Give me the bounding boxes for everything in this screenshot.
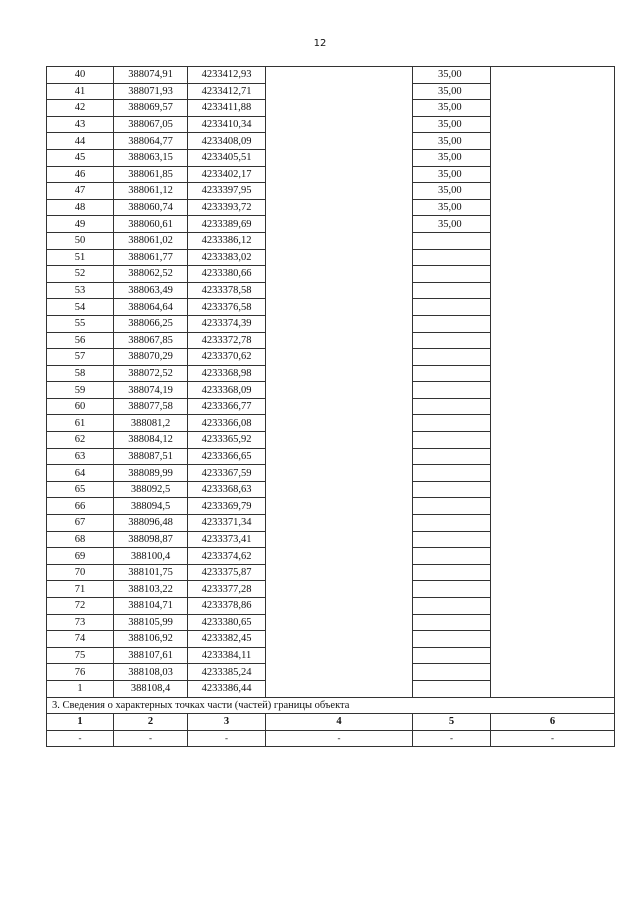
accuracy-value [413, 515, 491, 532]
x-coordinate: 388089,99 [114, 465, 188, 482]
accuracy-value [413, 598, 491, 615]
x-coordinate: 388063,49 [114, 282, 188, 299]
accuracy-value [413, 614, 491, 631]
accuracy-value: 35,00 [413, 133, 491, 150]
y-coordinate: 4233368,63 [188, 481, 266, 498]
accuracy-value: 35,00 [413, 183, 491, 200]
x-coordinate: 388066,25 [114, 315, 188, 332]
y-coordinate: 4233366,08 [188, 415, 266, 432]
section3-title: 3. Сведения о характерных точках части (частей) границы объекта [47, 697, 615, 714]
y-coordinate: 4233385,24 [188, 664, 266, 681]
y-coordinate: 4233405,51 [188, 149, 266, 166]
y-coordinate: 4233412,93 [188, 67, 266, 84]
point-number: 47 [47, 183, 114, 200]
x-coordinate: 388098,87 [114, 531, 188, 548]
y-coordinate: 4233372,78 [188, 332, 266, 349]
accuracy-value [413, 299, 491, 316]
section3-value-cell: - [47, 730, 114, 746]
point-number: 51 [47, 249, 114, 266]
section3-header-cell: 3 [188, 714, 266, 731]
x-coordinate: 388105,99 [114, 614, 188, 631]
section3-header-cell: 4 [266, 714, 413, 731]
y-coordinate: 4233367,59 [188, 465, 266, 482]
y-coordinate: 4233366,65 [188, 448, 266, 465]
page-number: 12 [313, 38, 327, 49]
y-coordinate: 4233366,77 [188, 398, 266, 415]
y-coordinate: 4233402,17 [188, 166, 266, 183]
point-number: 42 [47, 100, 114, 117]
accuracy-value [413, 581, 491, 598]
point-number: 48 [47, 199, 114, 216]
x-coordinate: 388108,4 [114, 680, 188, 697]
point-number: 58 [47, 365, 114, 382]
section3-value-cell: - [491, 730, 615, 746]
point-number: 53 [47, 282, 114, 299]
point-number: 62 [47, 432, 114, 449]
x-coordinate: 388070,29 [114, 349, 188, 366]
x-coordinate: 388074,19 [114, 382, 188, 399]
y-coordinate: 4233365,92 [188, 432, 266, 449]
x-coordinate: 388064,64 [114, 299, 188, 316]
accuracy-value [413, 398, 491, 415]
point-number: 55 [47, 315, 114, 332]
section3-header-cell: 1 [47, 714, 114, 731]
x-coordinate: 388067,85 [114, 332, 188, 349]
point-number: 70 [47, 564, 114, 581]
x-coordinate: 388101,75 [114, 564, 188, 581]
y-coordinate: 4233410,34 [188, 116, 266, 133]
x-coordinate: 388060,61 [114, 216, 188, 233]
point-number: 64 [47, 465, 114, 482]
x-coordinate: 388060,74 [114, 199, 188, 216]
x-coordinate: 388074,91 [114, 67, 188, 84]
x-coordinate: 388092,5 [114, 481, 188, 498]
point-number: 66 [47, 498, 114, 515]
x-coordinate: 388063,15 [114, 149, 188, 166]
point-number: 67 [47, 515, 114, 532]
y-coordinate: 4233375,87 [188, 564, 266, 581]
empty-column-4 [266, 67, 413, 698]
x-coordinate: 388062,52 [114, 266, 188, 283]
accuracy-value [413, 332, 491, 349]
point-number: 54 [47, 299, 114, 316]
y-coordinate: 4233411,88 [188, 100, 266, 117]
x-coordinate: 388081,2 [114, 415, 188, 432]
x-coordinate: 388106,92 [114, 631, 188, 648]
y-coordinate: 4233380,66 [188, 266, 266, 283]
y-coordinate: 4233382,45 [188, 631, 266, 648]
coordinates-table [46, 66, 615, 747]
x-coordinate: 388100,4 [114, 548, 188, 565]
y-coordinate: 4233389,69 [188, 216, 266, 233]
point-number: 61 [47, 415, 114, 432]
accuracy-value: 35,00 [413, 116, 491, 133]
accuracy-value [413, 631, 491, 648]
y-coordinate: 4233369,79 [188, 498, 266, 515]
accuracy-value [413, 365, 491, 382]
point-number: 52 [47, 266, 114, 283]
accuracy-value [413, 382, 491, 399]
accuracy-value [413, 564, 491, 581]
accuracy-value: 35,00 [413, 83, 491, 100]
accuracy-value: 35,00 [413, 216, 491, 233]
y-coordinate: 4233378,86 [188, 598, 266, 615]
accuracy-value [413, 498, 491, 515]
y-coordinate: 4233373,41 [188, 531, 266, 548]
point-number: 59 [47, 382, 114, 399]
accuracy-value [413, 349, 491, 366]
accuracy-value [413, 680, 491, 697]
accuracy-value [413, 232, 491, 249]
section3-value-cell: - [413, 730, 491, 746]
point-number: 71 [47, 581, 114, 598]
accuracy-value [413, 282, 491, 299]
x-coordinate: 388084,12 [114, 432, 188, 449]
point-number: 74 [47, 631, 114, 648]
accuracy-value [413, 481, 491, 498]
point-number: 44 [47, 133, 114, 150]
x-coordinate: 388077,58 [114, 398, 188, 415]
x-coordinate: 388061,02 [114, 232, 188, 249]
point-number: 40 [47, 67, 114, 84]
point-number: 43 [47, 116, 114, 133]
accuracy-value [413, 266, 491, 283]
y-coordinate: 4233376,58 [188, 299, 266, 316]
section3-header-cell: 6 [491, 714, 615, 731]
y-coordinate: 4233377,28 [188, 581, 266, 598]
x-coordinate: 388096,48 [114, 515, 188, 532]
y-coordinate: 4233374,62 [188, 548, 266, 565]
x-coordinate: 388069,57 [114, 100, 188, 117]
accuracy-value: 35,00 [413, 67, 491, 84]
y-coordinate: 4233380,65 [188, 614, 266, 631]
y-coordinate: 4233383,02 [188, 249, 266, 266]
x-coordinate: 388064,77 [114, 133, 188, 150]
accuracy-value [413, 531, 491, 548]
table-row [47, 67, 615, 84]
point-number: 57 [47, 349, 114, 366]
point-number: 65 [47, 481, 114, 498]
section3-value-cell: - [266, 730, 413, 746]
y-coordinate: 4233378,58 [188, 282, 266, 299]
accuracy-value: 35,00 [413, 199, 491, 216]
point-number: 72 [47, 598, 114, 615]
point-number: 1 [47, 680, 114, 697]
y-coordinate: 4233371,34 [188, 515, 266, 532]
y-coordinate: 4233408,09 [188, 133, 266, 150]
accuracy-value [413, 315, 491, 332]
y-coordinate: 4233368,09 [188, 382, 266, 399]
y-coordinate: 4233374,39 [188, 315, 266, 332]
accuracy-value [413, 548, 491, 565]
section3-value-cell: - [114, 730, 188, 746]
y-coordinate: 4233397,95 [188, 183, 266, 200]
point-number: 45 [47, 149, 114, 166]
point-number: 49 [47, 216, 114, 233]
y-coordinate: 4233370,62 [188, 349, 266, 366]
y-coordinate: 4233368,98 [188, 365, 266, 382]
section3-body [47, 697, 615, 746]
section3-value-cell: - [188, 730, 266, 746]
x-coordinate: 388071,93 [114, 83, 188, 100]
point-number: 69 [47, 548, 114, 565]
x-coordinate: 388103,22 [114, 581, 188, 598]
accuracy-value [413, 448, 491, 465]
x-coordinate: 388104,71 [114, 598, 188, 615]
x-coordinate: 388061,12 [114, 183, 188, 200]
section3-header-cell: 2 [114, 714, 188, 731]
x-coordinate: 388108,03 [114, 664, 188, 681]
x-coordinate: 388072,52 [114, 365, 188, 382]
y-coordinate: 4233393,72 [188, 199, 266, 216]
section3-header-row [47, 714, 615, 731]
y-coordinate: 4233386,12 [188, 232, 266, 249]
point-number: 75 [47, 647, 114, 664]
accuracy-value [413, 432, 491, 449]
accuracy-value: 35,00 [413, 166, 491, 183]
coordinates-table-body [47, 67, 615, 698]
point-number: 46 [47, 166, 114, 183]
point-number: 41 [47, 83, 114, 100]
accuracy-value [413, 664, 491, 681]
section3-values-row [47, 730, 615, 746]
point-number: 56 [47, 332, 114, 349]
point-number: 76 [47, 664, 114, 681]
accuracy-value [413, 465, 491, 482]
x-coordinate: 388094,5 [114, 498, 188, 515]
accuracy-value: 35,00 [413, 100, 491, 117]
point-number: 68 [47, 531, 114, 548]
point-number: 60 [47, 398, 114, 415]
point-number: 50 [47, 232, 114, 249]
x-coordinate: 388061,85 [114, 166, 188, 183]
y-coordinate: 4233384,11 [188, 647, 266, 664]
x-coordinate: 388061,77 [114, 249, 188, 266]
x-coordinate: 388107,61 [114, 647, 188, 664]
accuracy-value [413, 415, 491, 432]
section3-header-cell: 5 [413, 714, 491, 731]
y-coordinate: 4233412,71 [188, 83, 266, 100]
accuracy-value [413, 647, 491, 664]
y-coordinate: 4233386,44 [188, 680, 266, 697]
point-number: 63 [47, 448, 114, 465]
accuracy-value [413, 249, 491, 266]
x-coordinate: 388067,05 [114, 116, 188, 133]
empty-column-6 [491, 67, 615, 698]
accuracy-value: 35,00 [413, 149, 491, 166]
point-number: 73 [47, 614, 114, 631]
x-coordinate: 388087,51 [114, 448, 188, 465]
